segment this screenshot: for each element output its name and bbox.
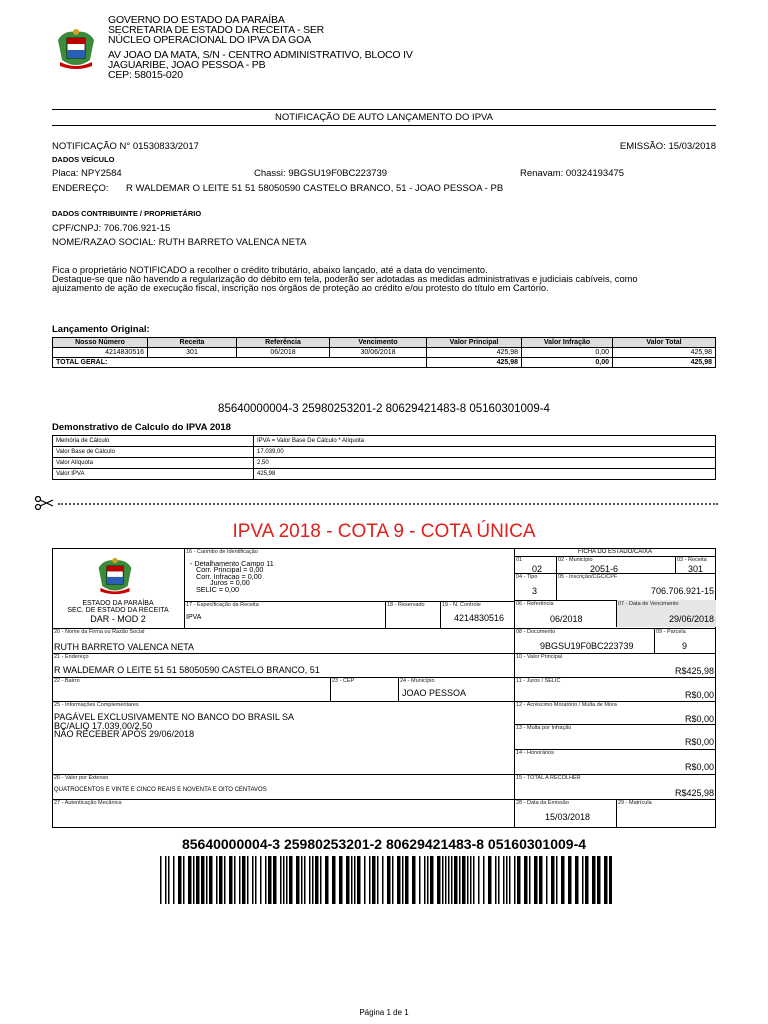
col-nosso-numero: Nosso Número bbox=[53, 338, 148, 348]
barcode-bar bbox=[561, 856, 565, 904]
barcode-bar bbox=[304, 856, 306, 904]
barcode-bar bbox=[252, 856, 254, 904]
barcode-bar bbox=[387, 856, 391, 904]
f15-label: 15 - TOTAL A RECOLHER bbox=[516, 775, 581, 781]
table-row bbox=[53, 348, 716, 358]
barcode-bar bbox=[470, 856, 472, 904]
f12-value: R$0,00 bbox=[684, 714, 714, 724]
barcode-bar bbox=[427, 856, 429, 904]
page-footer: Página 1 de 1 bbox=[359, 1008, 409, 1017]
aviso-line-3: ajuizamento de ação de execução fiscal, inscrição nos órgãos de proteção ao crédito e/ou protesto do título em Cartório. bbox=[52, 283, 549, 293]
cell-valor-infracao: 0,00 bbox=[522, 348, 613, 358]
f10-value: R$425,98 bbox=[674, 666, 714, 676]
barcode-bar bbox=[296, 856, 300, 904]
f02-label: 02 - Município bbox=[558, 557, 593, 563]
linha-digitavel-bottom: 85640000004-3 25980253201-2 80629421483-8 05160301009-4 bbox=[181, 836, 587, 852]
f21-value: R WALDEMAR O LEITE 51 51 58050590 CASTELO BRANCO, 51 bbox=[54, 665, 320, 675]
barcode-bar bbox=[206, 856, 208, 904]
barcode-bar bbox=[255, 856, 257, 904]
barcode-bar bbox=[397, 856, 401, 904]
barcode-bar bbox=[597, 856, 601, 904]
f19-label: 19 - N. Controle bbox=[442, 602, 481, 608]
col-valor-total: Valor Total bbox=[613, 338, 716, 348]
barcode-bar bbox=[402, 856, 404, 904]
ficha-label: FICHA DO ESTADO/CAIXA bbox=[578, 549, 652, 555]
f26-value: QUATROCENTOS E VINTE E CINCO REAIS E NOVENTA E OITO CENTAVOS bbox=[54, 787, 267, 793]
barcode-bar bbox=[346, 856, 350, 904]
barcode-bar bbox=[315, 856, 319, 904]
barcode-bar bbox=[609, 856, 612, 904]
chassi: Chassi: 9BGSU19F0BC223739 bbox=[254, 168, 388, 179]
barcode-bar bbox=[424, 856, 426, 904]
barcode-bar bbox=[459, 856, 461, 904]
f04-value: 3 bbox=[532, 586, 538, 596]
dados-contribuinte-heading: DADOS CONTRIBUINTE / PROPRIETÁRIO bbox=[52, 209, 202, 218]
barcode-bar bbox=[442, 856, 444, 904]
barcode-bar bbox=[332, 856, 336, 904]
barcode-bar bbox=[514, 856, 516, 904]
table-row bbox=[53, 436, 716, 447]
f05-value: 706.706.921-15 bbox=[650, 586, 714, 596]
col-valor-principal: Valor Principal bbox=[427, 338, 522, 348]
header-line-gov: GOVERNO DO ESTADO DA PARAÍBA bbox=[108, 14, 285, 26]
f09-value: 9 bbox=[682, 641, 688, 651]
barcode-bar bbox=[188, 856, 192, 904]
placa: Placa: NPY2584 bbox=[52, 168, 122, 179]
barcode-bar bbox=[495, 856, 497, 904]
renavam: Renavam: 00324193475 bbox=[520, 168, 625, 179]
barcode-bar bbox=[193, 856, 195, 904]
demo-label: Valor Alíquota bbox=[53, 458, 254, 469]
barcode-bar bbox=[575, 856, 579, 904]
barcode-bar bbox=[173, 856, 175, 904]
barcode-bar bbox=[219, 856, 223, 904]
barcode-bar bbox=[268, 856, 272, 904]
barcode-bar bbox=[412, 856, 416, 904]
f07-value: 29/06/2018 bbox=[668, 614, 714, 624]
cell-receita: 301 bbox=[148, 348, 237, 358]
f11-value: R$0,00 bbox=[684, 690, 714, 700]
total-valor: 425,98 bbox=[613, 358, 716, 368]
aviso-line-1: Fica o proprietário NOTIFICADO a recolher o crédito tributário, abaixo lançado, até a data do vencimento. bbox=[52, 265, 488, 275]
barcode-bar bbox=[534, 856, 538, 904]
f28-value: 15/03/2018 bbox=[545, 812, 591, 822]
dar-form bbox=[52, 548, 716, 828]
aviso-text bbox=[52, 266, 638, 293]
barcode-bar bbox=[592, 856, 596, 904]
col-vencimento: Vencimento bbox=[330, 338, 427, 348]
barcode-bar bbox=[604, 856, 608, 904]
barcode-bar bbox=[551, 856, 555, 904]
barcode-bar bbox=[260, 856, 262, 904]
barcode-bar bbox=[224, 856, 226, 904]
header-block bbox=[108, 15, 413, 80]
barcode-bar bbox=[283, 856, 285, 904]
barcode-bar bbox=[372, 856, 376, 904]
f08-label: 08 - Documento bbox=[516, 629, 556, 635]
barcode-bar bbox=[234, 856, 236, 904]
f27-label: 27 - Autenticação Mecânica bbox=[54, 800, 122, 806]
barcode-bar bbox=[419, 856, 421, 904]
f04-label: 04 - Tipo bbox=[516, 574, 538, 580]
f16-line: - Detalhamento Campo 11 bbox=[190, 559, 274, 568]
barcode-bar bbox=[517, 856, 521, 904]
f25-line: PAGÁVEL EXCLUSIVAMENTE NO BANCO DO BRASIL SA bbox=[54, 712, 295, 722]
barcode-bar bbox=[405, 856, 409, 904]
f26-label: 26 - Valor por Extenso bbox=[54, 775, 109, 781]
f02-value: 2051-6 bbox=[590, 564, 619, 574]
barcode-bar bbox=[209, 856, 213, 904]
table-row bbox=[53, 458, 716, 469]
barcode-bar bbox=[382, 856, 384, 904]
barcode-bar bbox=[165, 856, 167, 904]
f14-value: R$0,00 bbox=[684, 762, 714, 772]
f17-label: 17 - Especificação da Receita bbox=[186, 602, 259, 608]
f29-label: 29 - Matrícula bbox=[618, 800, 652, 806]
scissors-icon bbox=[34, 496, 54, 510]
f25-line: BC/ALIQ 17.039,00/2,50 bbox=[54, 720, 153, 731]
f20-label: 20 - Nome da Firma ou Razão Social bbox=[54, 629, 145, 635]
barcode-bar bbox=[357, 856, 361, 904]
barcode-bar bbox=[437, 856, 441, 904]
f03-label: 03 - Receita bbox=[677, 557, 707, 563]
barcode-bar bbox=[309, 856, 311, 904]
f05-label: 05 - Inscrição/CGC/CPF bbox=[558, 574, 618, 580]
f16-detalhamento bbox=[190, 561, 274, 593]
barcode-bar bbox=[498, 856, 500, 904]
barcode-bar bbox=[585, 856, 589, 904]
state-crest-logo bbox=[54, 26, 98, 72]
demo-value: 2,50 bbox=[254, 458, 716, 469]
barcode-bar bbox=[483, 856, 485, 904]
barcode-bar bbox=[325, 856, 329, 904]
f22-label: 22 - Bairro bbox=[54, 678, 80, 684]
nome-razao-social: NOME/RAZAO SOCIAL: RUTH BARRETO VALENCA NETA bbox=[52, 237, 307, 248]
aviso-line-2: Destaque-se que não havendo a regularização do débito em tela, poderão ser adotadas as medidas administrativas e judiciais cabíveis, como bbox=[52, 274, 638, 284]
f01-value: 02 bbox=[532, 564, 543, 574]
barcode-bar bbox=[377, 856, 379, 904]
f13-label: 13 - Multa por Infração bbox=[516, 725, 572, 731]
f14-label: 14 - Honorários bbox=[516, 750, 554, 756]
lancamento-heading: Lançamento Original: bbox=[52, 324, 150, 335]
demo-value: 17.039,00 bbox=[254, 447, 716, 458]
barcode-bar bbox=[229, 856, 233, 904]
barcode-bar bbox=[178, 856, 182, 904]
demo-label: Memória de Cálculo bbox=[53, 436, 254, 447]
header-line-secretaria: SECRETARIA DE ESTADO DA RECEITA - SER bbox=[108, 24, 325, 36]
barcode-bar bbox=[339, 856, 343, 904]
f17-value: IPVA bbox=[186, 614, 202, 621]
dar-estado: ESTADO DA PARAÍBA bbox=[82, 600, 154, 607]
table-total-row bbox=[53, 358, 716, 368]
notificacao-number: NOTIFICAÇÃO N° 01530833/2017 bbox=[52, 141, 199, 152]
barcode-bar bbox=[454, 856, 458, 904]
barcode-bar bbox=[239, 856, 241, 904]
barcode-bar bbox=[546, 856, 548, 904]
barcode-bar bbox=[351, 856, 353, 904]
f11-label: 11 - Juros / SELIC bbox=[516, 678, 561, 684]
dar-secretaria: SEC. DE ESTADO DA RECEITA bbox=[67, 607, 169, 614]
cell-vencimento: 30/06/2018 bbox=[330, 348, 427, 358]
barcode-bar bbox=[196, 856, 200, 904]
dados-veiculo-heading: DADOS VEÍCULO bbox=[52, 155, 115, 164]
barcode-bar bbox=[488, 856, 492, 904]
f18-label: 18 - Reservado bbox=[387, 602, 425, 608]
f08-value: 9BGSU19F0BC223739 bbox=[540, 641, 634, 651]
f16-line: Juros = 0,00 bbox=[210, 578, 250, 588]
barcode-bar bbox=[286, 856, 288, 904]
barcode-bar bbox=[392, 856, 394, 904]
endereco-label: ENDEREÇO: bbox=[52, 183, 109, 194]
barcode-bar bbox=[462, 856, 466, 904]
barcode-bar bbox=[265, 856, 267, 904]
header-line-bairro: JAGUARIBE, JOAO PESSOA - PB bbox=[108, 59, 266, 71]
barcode-bar bbox=[369, 856, 371, 904]
barcode-bar bbox=[280, 856, 282, 904]
barcode-bar bbox=[160, 856, 162, 904]
barcode-bar bbox=[529, 856, 531, 904]
barcode-bar bbox=[168, 856, 170, 904]
f25-info bbox=[54, 713, 294, 739]
linha-digitavel-top: 85640000004-3 25980253201-2 80629421483-8 05160301009-4 bbox=[218, 403, 550, 415]
barcode-bar bbox=[506, 856, 508, 904]
barcode-bar bbox=[273, 856, 277, 904]
barcode-bar bbox=[201, 856, 205, 904]
dar-mod: DAR - MOD 2 bbox=[90, 614, 146, 624]
barcode-bar bbox=[354, 856, 356, 904]
f16-line: SELIC = 0,00 bbox=[196, 584, 239, 594]
barcode-bar bbox=[216, 856, 218, 904]
total-geral-label: TOTAL GERAL: bbox=[53, 358, 427, 368]
barcode-bar bbox=[473, 856, 475, 904]
f21-label: 21 - Endereço bbox=[54, 654, 89, 660]
demo-label: Valor IPVA bbox=[53, 469, 254, 480]
cell-valor-total: 425,98 bbox=[613, 348, 716, 358]
f06-label: 06 - Referência bbox=[516, 601, 554, 607]
barcode-bar bbox=[301, 856, 303, 904]
barcode-bar bbox=[451, 856, 453, 904]
barcode-bar bbox=[430, 856, 434, 904]
demo-label: Valor Base de Cálculo bbox=[53, 447, 254, 458]
f10-label: 10 - Valor Principal bbox=[516, 654, 563, 660]
barcode-bar bbox=[364, 856, 366, 904]
total-principal: 425,98 bbox=[427, 358, 522, 368]
f06-value: 06/2018 bbox=[550, 614, 583, 624]
demonstrativo-table bbox=[52, 435, 716, 480]
f24-label: 24 - Município bbox=[400, 678, 435, 684]
barcode-bar bbox=[582, 856, 584, 904]
barcode-bar bbox=[478, 856, 480, 904]
dar-crest-logo bbox=[95, 555, 135, 597]
barcode-bar bbox=[445, 856, 447, 904]
cpf-cnpj: CPF/CNPJ: 706.706.921-15 bbox=[52, 223, 171, 234]
barcode-bar bbox=[183, 856, 185, 904]
document-title: NOTIFICAÇÃO DE AUTO LANÇAMENTO DO IPVA bbox=[274, 112, 493, 123]
barcode-bar bbox=[568, 856, 572, 904]
barcode-bar bbox=[509, 856, 511, 904]
header-line-nucleo: NÚCLEO OPERACIONAL DO IPVA DA GOA bbox=[108, 34, 311, 46]
barcode-bar bbox=[467, 856, 469, 904]
barcode-bar bbox=[524, 856, 528, 904]
header-line-cep: CEP: 58015-020 bbox=[108, 69, 183, 81]
barcode-bar bbox=[312, 856, 314, 904]
f20-value: RUTH BARRETO VALENCA NETA bbox=[54, 642, 195, 652]
table-row bbox=[53, 469, 716, 480]
endereco-veiculo: R WALDEMAR O LEITE 51 51 58050590 CASTELO BRANCO, 51 - JOAO PESSOA - PB bbox=[126, 183, 504, 194]
lancamento-table bbox=[52, 337, 716, 368]
barcode bbox=[160, 856, 612, 904]
barcode-bar bbox=[539, 856, 543, 904]
cell-valor-principal: 425,98 bbox=[427, 348, 522, 358]
f16-line: Corr. Principal = 0,00 bbox=[196, 565, 264, 575]
f25-label: 25 - Informações Complementares bbox=[54, 702, 139, 708]
emissao-date: EMISSÃO: 15/03/2018 bbox=[619, 141, 716, 152]
table-row bbox=[53, 447, 716, 458]
barcode-bar bbox=[242, 856, 246, 904]
col-referencia: Referência bbox=[237, 338, 330, 348]
demonstrativo-heading: Demonstrativo de Calculo do IPVA 2018 bbox=[52, 422, 231, 433]
header-line-address: AV JOAO DA MATA, S/N - CENTRO ADMINISTRATIVO, BLOCO IV bbox=[108, 49, 413, 61]
f19-value: 4214830516 bbox=[453, 613, 504, 623]
f25-line: NÃO RECEBER APÓS 29/06/2018 bbox=[54, 729, 195, 739]
total-infracao: 0,00 bbox=[522, 358, 613, 368]
dar-issuer bbox=[52, 600, 184, 624]
f28-label: 28 - Data da Emissão bbox=[516, 800, 569, 806]
cell-nosso-numero: 4214830516 bbox=[53, 348, 148, 358]
demo-value: 425,98 bbox=[254, 469, 716, 480]
f16-line: Corr. Infracao = 0,00 bbox=[196, 571, 262, 581]
cell-referencia: 06/2018 bbox=[237, 348, 330, 358]
f01-label: 01 bbox=[516, 557, 523, 563]
table-header-row bbox=[53, 338, 716, 348]
f23-label: 23 - CEP bbox=[332, 678, 355, 684]
f13-value: R$0,00 bbox=[684, 737, 714, 747]
barcode-bar bbox=[556, 856, 558, 904]
col-valor-infracao: Valor Infração bbox=[522, 338, 613, 348]
cota-title: IPVA 2018 - COTA 9 - COTA ÚNICA bbox=[232, 521, 536, 542]
demo-value: IPVA = Valor Base De Cálculo * Alíquota bbox=[254, 436, 716, 447]
col-receita: Receita bbox=[148, 338, 237, 348]
f07-label: 07 - Data de Vencimento bbox=[618, 601, 679, 607]
barcode-bar bbox=[448, 856, 450, 904]
cut-line bbox=[58, 503, 718, 505]
barcode-bar bbox=[320, 856, 322, 904]
f24-value: JOAO PESSOA bbox=[402, 688, 467, 698]
f12-label: 12 - Acréscimo Moratório / Multa de Mora bbox=[516, 702, 617, 708]
barcode-bar bbox=[247, 856, 249, 904]
f03-value: 301 bbox=[688, 564, 704, 574]
f16-label: 16 - Carimbo de Identificação bbox=[186, 549, 258, 555]
f15-value: R$425,98 bbox=[674, 788, 714, 798]
barcode-bar bbox=[503, 856, 505, 904]
f09-label: 09 - Parcela bbox=[656, 629, 686, 635]
barcode-bar bbox=[289, 856, 293, 904]
